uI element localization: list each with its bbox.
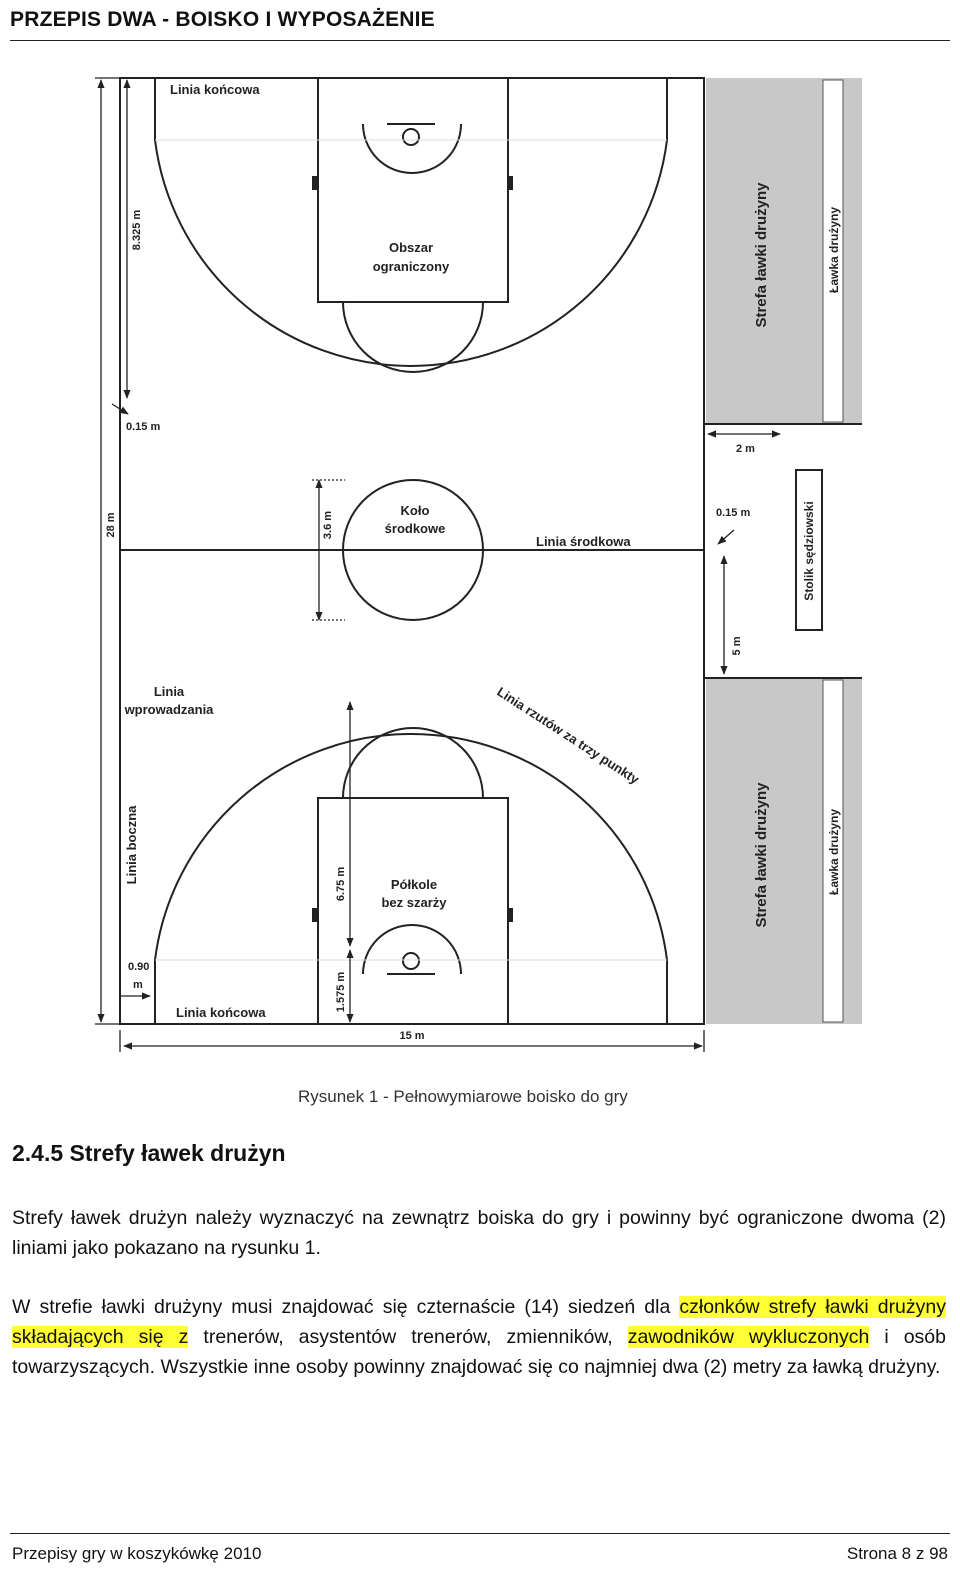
label-no-charge-2: bez szarży [381, 895, 447, 910]
label-bench-top: Ławka drużyny [827, 206, 841, 294]
figure-caption: Rysunek 1 - Pełnowymiarowe boisko do gry [298, 1087, 628, 1106]
paragraph-2 [12, 1292, 946, 1382]
dim-8325: 8.325 m [131, 209, 143, 251]
label-scorer-table: Stolik sędziowski [802, 501, 816, 601]
label-center-circle-1: Koło [400, 503, 430, 518]
paragraph-2-text-a: W strefie ławki drużyny musi znajdować się czternaście (14) siedzeń dla [12, 1296, 680, 1318]
dim-5: 5 m [731, 636, 743, 656]
dim-1575: 1.575 m [335, 971, 347, 1013]
section-title: 2.4.5 Strefy ławek drużyn [12, 1140, 286, 1166]
page-header-title: PRZEPIS DWA - BOISKO I WYPOSAŻENIE [10, 8, 435, 31]
footer-page-number: Strona 8 z 98 [846, 1544, 948, 1563]
dim-28: 28 m [105, 512, 117, 538]
label-bench-zone-bottom: Strefa ławki drużyny [753, 782, 770, 928]
dim-15: 15 m [399, 1030, 425, 1042]
dim-090-a: 0.90 [128, 961, 150, 973]
label-sideline: Linia boczna [124, 805, 139, 885]
label-restricted-area-2: ograniczony [372, 259, 450, 274]
label-restricted-area-1: Obszar [388, 240, 434, 255]
dim-2: 2 m [736, 443, 755, 455]
page-footer [10, 1533, 950, 1563]
dim-015-right: 0.15 m [716, 507, 751, 519]
label-no-charge-1: Półkole [390, 877, 438, 892]
label-bench-bottom: Ławka drużyny [827, 808, 841, 896]
label-three-point-line: Linia rzutów za trzy punkty [494, 683, 642, 787]
dim-015-left: 0.15 m [126, 421, 161, 433]
label-end-line-bottom: Linia końcowa [176, 1005, 266, 1020]
paragraph-2-text-c: i osób towarzyszących. Wszystkie inne osoby powinny znajdować się co najmniej dwa (2) metry za ławką drużyny. [12, 1326, 946, 1378]
paragraph-1: Strefy ławek drużyn należy wyznaczyć na zewnątrz boiska do gry i powinny być ograniczone dwoma (2) liniami jako pokazano na rysunku 1. [12, 1207, 946, 1259]
paragraph-2-highlight-2: zawodników wykluczonych [627, 1326, 870, 1348]
footer-title: Przepisy gry w koszykówkę 2010 [12, 1544, 262, 1563]
dim-675: 6.75 m [335, 866, 347, 902]
label-throw-in-1: Linia [153, 684, 185, 699]
dim-36: 3.6 m [322, 510, 334, 540]
label-center-circle-2: środkowe [384, 521, 446, 536]
label-throw-in-2: wprowadzania [124, 702, 214, 717]
paragraph-2-highlight-1: członków strefy ławki drużyny składających się z [12, 1296, 946, 1348]
dim-090-b: m [133, 979, 143, 991]
paragraph-2-text-b: trenerów, asystentów trenerów, zmienników, [188, 1326, 628, 1348]
label-end-line-top: Linia końcowa [170, 82, 260, 97]
label-center-line: Linia środkowa [536, 534, 631, 549]
label-bench-zone-top: Strefa ławki drużyny [753, 182, 770, 328]
